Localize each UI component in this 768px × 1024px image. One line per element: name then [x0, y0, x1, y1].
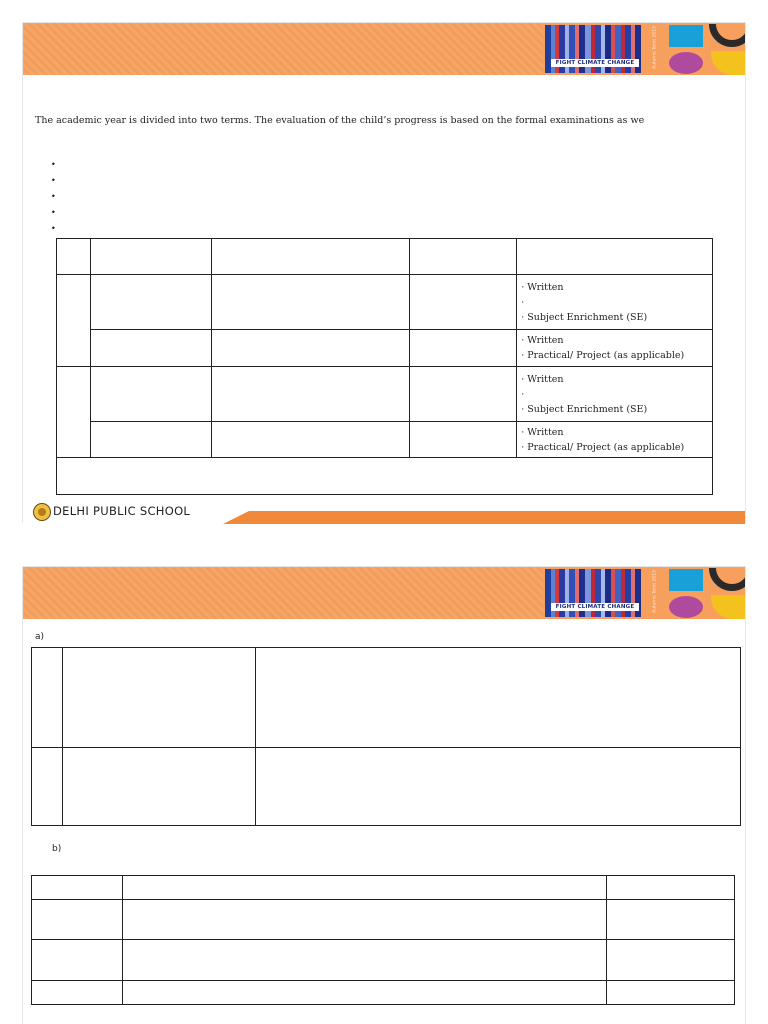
- bullet-1: •: [51, 160, 56, 169]
- table-cell: [90, 330, 211, 367]
- banner-texture: [23, 567, 543, 619]
- table-cell: [90, 422, 211, 458]
- table-cell: [410, 367, 517, 422]
- table-cell: [90, 239, 211, 275]
- yellow-shape: [711, 595, 745, 619]
- table-cell: [32, 748, 63, 826]
- document-page-1: [22, 22, 746, 523]
- list-item: · Written: [521, 427, 564, 438]
- term-cell: [57, 367, 91, 458]
- table-cell: [517, 239, 713, 275]
- yellow-shape: [711, 51, 745, 75]
- term-cell: [57, 275, 91, 367]
- table-row: [57, 330, 713, 367]
- vertical-caption: Autumn Term 2015: [652, 570, 658, 614]
- table-cell: [32, 648, 63, 748]
- school-logo-icon: [33, 503, 51, 521]
- table-cell: [607, 981, 735, 1005]
- bullet-5: •: [51, 224, 56, 233]
- table-cell: [32, 876, 123, 900]
- table-cell: [410, 239, 517, 275]
- table-cell: [90, 367, 211, 422]
- table-row: [57, 275, 713, 330]
- table-cell: [410, 275, 517, 330]
- vertical-caption: Autumn Term 2015: [652, 26, 658, 70]
- blue-square-shape: [669, 569, 703, 591]
- table-cell: [255, 648, 740, 748]
- section-b-table: [31, 875, 735, 1005]
- table-cell: [32, 940, 123, 981]
- assessment-cell: [517, 275, 713, 330]
- table-cell: [32, 900, 123, 940]
- banner-texture: [23, 23, 543, 75]
- table-row: [32, 900, 735, 940]
- document-page-2: [22, 566, 746, 1024]
- purple-oval-shape: [669, 52, 703, 74]
- assessment-cell: [517, 422, 713, 458]
- table-row: [32, 940, 735, 981]
- table-row: [57, 367, 713, 422]
- table-cell: [211, 239, 410, 275]
- table-cell: [122, 940, 606, 981]
- header-banner: [23, 567, 745, 619]
- table-cell: [211, 330, 410, 367]
- table-cell: [62, 648, 255, 748]
- table-row: [57, 422, 713, 458]
- assessment-cell: [517, 330, 713, 367]
- school-name: DELHI PUBLIC SCHOOL: [53, 504, 191, 518]
- campaign-label: FIGHT CLIMATE CHANGE: [551, 603, 639, 611]
- table-cell: [122, 900, 606, 940]
- evaluation-table: [56, 238, 713, 495]
- table-row: [32, 981, 735, 1005]
- purple-oval-shape: [669, 596, 703, 618]
- section-label-b: b): [52, 844, 62, 854]
- table-cell: [57, 458, 713, 495]
- blue-square-shape: [669, 25, 703, 47]
- header-banner: [23, 23, 745, 75]
- list-item: · Subject Enrichment (SE): [521, 312, 648, 323]
- list-item: · Written: [521, 335, 564, 346]
- bullet-3: •: [51, 192, 56, 201]
- list-item: · Subject Enrichment (SE): [521, 404, 648, 415]
- table-cell: [57, 239, 91, 275]
- list-item: ·: [521, 297, 525, 308]
- table-cell: [607, 900, 735, 940]
- campaign-label: FIGHT CLIMATE CHANGE: [551, 59, 639, 67]
- table-cell: [62, 748, 255, 826]
- table-cell: [211, 367, 410, 422]
- list-item: · Written: [521, 374, 564, 385]
- intro-paragraph: The academic year is divided into two terms. The evaluation of the child’s progress is based on the formal examinations as we: [35, 115, 645, 126]
- black-arc-shape: [709, 23, 745, 47]
- black-arc-shape: [709, 567, 745, 591]
- section-label-a: a): [35, 632, 45, 642]
- bullet-4: •: [51, 208, 56, 217]
- table-cell: [122, 876, 606, 900]
- list-item: · Practical/ Project (as applicable): [521, 442, 685, 453]
- table-header-row: [57, 239, 713, 275]
- list-item: ·: [521, 389, 525, 400]
- list-item: · Practical/ Project (as applicable): [521, 350, 685, 361]
- table-cell: [607, 876, 735, 900]
- bullet-2: •: [51, 176, 56, 185]
- table-cell: [255, 748, 740, 826]
- table-cell: [607, 940, 735, 981]
- table-cell: [90, 275, 211, 330]
- table-cell: [410, 422, 517, 458]
- table-cell: [410, 330, 517, 367]
- section-a-table: [31, 647, 741, 826]
- table-header-row: [32, 876, 735, 900]
- assessment-cell: [517, 367, 713, 422]
- table-cell: [122, 981, 606, 1005]
- table-footer-row: [57, 458, 713, 495]
- table-cell: [32, 981, 123, 1005]
- footer-bar: [23, 499, 745, 524]
- table-row: [32, 648, 741, 748]
- table-cell: [211, 275, 410, 330]
- list-item: · Written: [521, 282, 564, 293]
- table-cell: [211, 422, 410, 458]
- table-row: [32, 748, 741, 826]
